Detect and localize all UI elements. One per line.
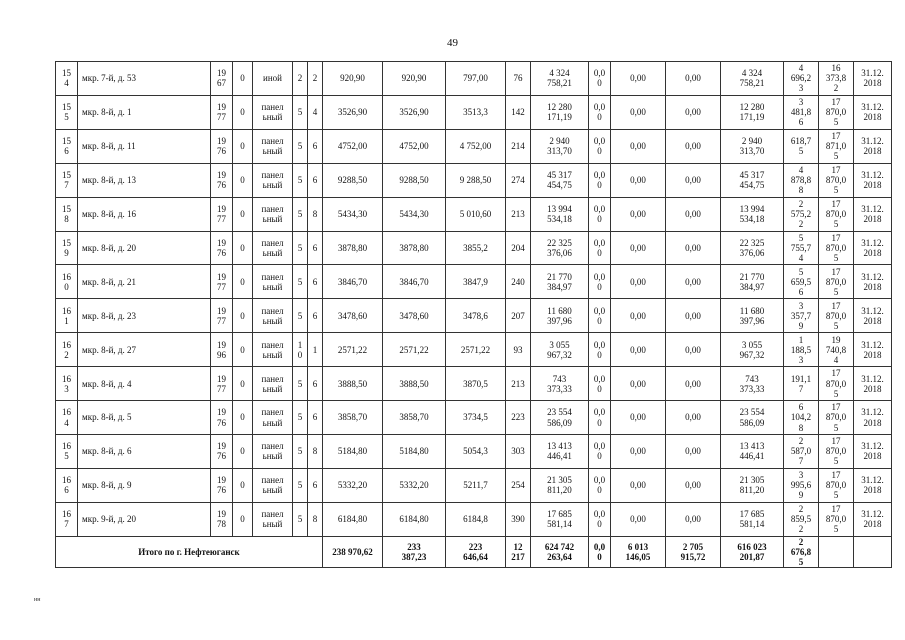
fund-owners-cell: 13 994 534,18	[721, 197, 784, 231]
commission-year-cell: 0	[233, 197, 253, 231]
residents-cell: 213	[506, 367, 531, 401]
commission-year-cell: 0	[233, 163, 253, 197]
fund-budget-cell: 0,00	[611, 367, 666, 401]
fund-budget-cell: 0,00	[611, 62, 666, 96]
repair-cost-cell: 12 280 171,19	[531, 95, 589, 129]
floors-cell: 5	[293, 468, 308, 502]
max-unit-cost-cell: 17 870,0 5	[819, 265, 854, 299]
deadline-cell: 31.12. 2018	[854, 129, 892, 163]
fund-municipal-cell: 0,00	[666, 333, 721, 367]
max-unit-cost-cell: 17 870,0 5	[819, 401, 854, 435]
fund-budget-cell: 0,00	[611, 129, 666, 163]
unit-cost-cell: 3 481,8 6	[784, 95, 819, 129]
floors-cell: 2	[293, 62, 308, 96]
build-year-cell: 19 67	[211, 62, 233, 96]
row-number-cell: 15 9	[56, 231, 78, 265]
max-unit-cost-cell: 17 870,0 5	[819, 468, 854, 502]
repair-cost-cell: 21 770 384,97	[531, 265, 589, 299]
floors-cell: 5	[293, 197, 308, 231]
fund-municipal-cell: 0,00	[666, 401, 721, 435]
repair-cost-cell: 23 554 586,09	[531, 401, 589, 435]
fund-fszh-cell: 0,0 0	[589, 62, 611, 96]
fund-owners-cell: 743 373,33	[721, 367, 784, 401]
floors-cell: 5	[293, 299, 308, 333]
premises-area-cell: 3526,90	[383, 95, 446, 129]
floors-cell: 5	[293, 163, 308, 197]
max-unit-cost-cell: 19 740,8 4	[819, 333, 854, 367]
fund-fszh-cell: 0,0 0	[589, 434, 611, 468]
fund-municipal-cell: 0,00	[666, 468, 721, 502]
register-rows	[56, 62, 892, 537]
unit-cost-cell: 2 859,5 2	[784, 502, 819, 536]
floors-cell: 5	[293, 434, 308, 468]
build-year-cell: 19 76	[211, 231, 233, 265]
unit-cost-cell: 2 575,2 2	[784, 197, 819, 231]
fund-fszh-cell: 0,0 0	[589, 95, 611, 129]
entrances-cell: 8	[308, 434, 323, 468]
total-area-cell: 920,90	[323, 62, 383, 96]
residential-area-cell: 5211,7	[446, 468, 506, 502]
deadline-cell: 31.12. 2018	[854, 299, 892, 333]
premises-area-cell: 6184,80	[383, 502, 446, 536]
register-table	[55, 61, 892, 568]
premises-area-cell: 2571,22	[383, 333, 446, 367]
total-area-cell: 5434,30	[323, 197, 383, 231]
repair-cost-cell: 13 994 534,18	[531, 197, 589, 231]
total-deadline	[854, 536, 892, 567]
fund-municipal-cell: 0,00	[666, 265, 721, 299]
residents-cell: 223	[506, 401, 531, 435]
commission-year-cell: 0	[233, 401, 253, 435]
premises-area-cell: 5434,30	[383, 197, 446, 231]
entrances-cell: 8	[308, 197, 323, 231]
total-area-cell: 3858,70	[323, 401, 383, 435]
max-unit-cost-cell: 17 870,0 5	[819, 231, 854, 265]
deadline-cell: 31.12. 2018	[854, 265, 892, 299]
floors-cell: 1 0	[293, 333, 308, 367]
fund-budget-cell: 0,00	[611, 95, 666, 129]
fund-fszh-cell: 0,0 0	[589, 367, 611, 401]
address-cell: мкр. 8-й, д. 13	[78, 163, 211, 197]
entrances-cell: 1	[308, 333, 323, 367]
table-row	[56, 62, 892, 96]
residential-area-cell: 3847,9	[446, 265, 506, 299]
fund-owners-cell: 45 317 454,75	[721, 163, 784, 197]
total-cost: 624 742 263,64	[531, 536, 589, 567]
total-area-cell: 2571,22	[323, 333, 383, 367]
residents-cell: 254	[506, 468, 531, 502]
table-row	[56, 468, 892, 502]
residents-cell: 274	[506, 163, 531, 197]
unit-cost-cell: 5 755,7 4	[784, 231, 819, 265]
commission-year-cell: 0	[233, 129, 253, 163]
entrances-cell: 6	[308, 163, 323, 197]
fund-fszh-cell: 0,0 0	[589, 265, 611, 299]
total-area-cell: 3526,90	[323, 95, 383, 129]
wall-material-cell: панел ьный	[253, 197, 293, 231]
residential-area-cell: 2571,22	[446, 333, 506, 367]
total-fund-budget: 6 013 146,05	[611, 536, 666, 567]
repair-cost-cell: 4 324 758,21	[531, 62, 589, 96]
fund-budget-cell: 0,00	[611, 502, 666, 536]
row-number-cell: 15 5	[56, 95, 78, 129]
fund-fszh-cell: 0,0 0	[589, 197, 611, 231]
residents-cell: 303	[506, 434, 531, 468]
table-row	[56, 95, 892, 129]
entrances-cell: 6	[308, 401, 323, 435]
fund-owners-cell: 21 770 384,97	[721, 265, 784, 299]
total-fund-municipal: 2 705 915,72	[666, 536, 721, 567]
commission-year-cell: 0	[233, 333, 253, 367]
fund-municipal-cell: 0,00	[666, 163, 721, 197]
fund-fszh-cell: 0,0 0	[589, 468, 611, 502]
fund-owners-cell: 4 324 758,21	[721, 62, 784, 96]
fund-budget-cell: 0,00	[611, 197, 666, 231]
table-row	[56, 299, 892, 333]
fund-owners-cell: 11 680 397,96	[721, 299, 784, 333]
fund-owners-cell: 23 554 586,09	[721, 401, 784, 435]
table-row	[56, 129, 892, 163]
commission-year-cell: 0	[233, 299, 253, 333]
page-number: 49	[447, 37, 458, 49]
total-residential-area: 223 646,64	[446, 536, 506, 567]
wall-material-cell: панел ьный	[253, 434, 293, 468]
fund-municipal-cell: 0,00	[666, 95, 721, 129]
build-year-cell: 19 96	[211, 333, 233, 367]
wall-material-cell: панел ьный	[253, 129, 293, 163]
table-row	[56, 163, 892, 197]
row-number-cell: 16 6	[56, 468, 78, 502]
residential-area-cell: 4 752,00	[446, 129, 506, 163]
address-cell: мкр. 9-й, д. 20	[78, 502, 211, 536]
premises-area-cell: 5332,20	[383, 468, 446, 502]
premises-area-cell: 3878,80	[383, 231, 446, 265]
total-area-cell: 5184,80	[323, 434, 383, 468]
repair-cost-cell: 743 373,33	[531, 367, 589, 401]
row-number-cell: 16 7	[56, 502, 78, 536]
commission-year-cell: 0	[233, 367, 253, 401]
row-number-cell: 15 4	[56, 62, 78, 96]
address-cell: мкр. 8-й, д. 23	[78, 299, 211, 333]
residential-area-cell: 6184,8	[446, 502, 506, 536]
total-area-cell: 4752,00	[323, 129, 383, 163]
deadline-cell: 31.12. 2018	[854, 502, 892, 536]
floors-cell: 5	[293, 129, 308, 163]
build-year-cell: 19 77	[211, 299, 233, 333]
repair-cost-cell: 45 317 454,75	[531, 163, 589, 197]
fund-owners-cell: 22 325 376,06	[721, 231, 784, 265]
table-row	[56, 502, 892, 536]
fund-fszh-cell: 0,0 0	[589, 129, 611, 163]
row-number-cell: 16 2	[56, 333, 78, 367]
repair-cost-cell: 13 413 446,41	[531, 434, 589, 468]
floors-cell: 5	[293, 502, 308, 536]
row-number-cell: 15 7	[56, 163, 78, 197]
total-unit-cost: 2 676,8 5	[784, 536, 819, 567]
row-number-cell: 16 3	[56, 367, 78, 401]
total-max-cost	[819, 536, 854, 567]
table-row	[56, 265, 892, 299]
fund-owners-cell: 21 305 811,20	[721, 468, 784, 502]
deadline-cell: 31.12. 2018	[854, 95, 892, 129]
residents-cell: 214	[506, 129, 531, 163]
fund-budget-cell: 0,00	[611, 299, 666, 333]
entrances-cell: 6	[308, 299, 323, 333]
total-premises-area: 233 387,23	[383, 536, 446, 567]
fund-budget-cell: 0,00	[611, 163, 666, 197]
entrances-cell: 6	[308, 265, 323, 299]
address-cell: мкр. 8-й, д. 16	[78, 197, 211, 231]
commission-year-cell: 0	[233, 434, 253, 468]
commission-year-cell: 0	[233, 95, 253, 129]
unit-cost-cell: 191,1 7	[784, 367, 819, 401]
max-unit-cost-cell: 17 871,0 5	[819, 129, 854, 163]
address-cell: мкр. 8-й, д. 9	[78, 468, 211, 502]
entrances-cell: 6	[308, 129, 323, 163]
address-cell: мкр. 8-й, д. 21	[78, 265, 211, 299]
premises-area-cell: 3478,60	[383, 299, 446, 333]
unit-cost-cell: 3 357,7 9	[784, 299, 819, 333]
repair-cost-cell: 11 680 397,96	[531, 299, 589, 333]
total-area-cell: 3846,70	[323, 265, 383, 299]
max-unit-cost-cell: 16 373,8 2	[819, 62, 854, 96]
wall-material-cell: панел ьный	[253, 502, 293, 536]
build-year-cell: 19 78	[211, 502, 233, 536]
fund-fszh-cell: 0,0 0	[589, 299, 611, 333]
unit-cost-cell: 6 104,2 8	[784, 401, 819, 435]
entrances-cell: 4	[308, 95, 323, 129]
address-cell: мкр. 8-й, д. 11	[78, 129, 211, 163]
fund-municipal-cell: 0,00	[666, 231, 721, 265]
fund-fszh-cell: 0,0 0	[589, 163, 611, 197]
wall-material-cell: панел ьный	[253, 401, 293, 435]
address-cell: мкр. 8-й, д. 4	[78, 367, 211, 401]
residents-cell: 213	[506, 197, 531, 231]
total-area-cell: 9288,50	[323, 163, 383, 197]
total-residents: 12 217	[506, 536, 531, 567]
fund-fszh-cell: 0,0 0	[589, 502, 611, 536]
residential-area-cell: 3478,6	[446, 299, 506, 333]
footer-mark: нн	[34, 597, 41, 603]
deadline-cell: 31.12. 2018	[854, 231, 892, 265]
premises-area-cell: 3846,70	[383, 265, 446, 299]
premises-area-cell: 5184,80	[383, 434, 446, 468]
fund-municipal-cell: 0,00	[666, 502, 721, 536]
table-row	[56, 434, 892, 468]
table-row	[56, 231, 892, 265]
residents-cell: 76	[506, 62, 531, 96]
total-fund-owners: 616 023 201,87	[721, 536, 784, 567]
deadline-cell: 31.12. 2018	[854, 333, 892, 367]
wall-material-cell: панел ьный	[253, 333, 293, 367]
address-cell: мкр. 8-й, д. 1	[78, 95, 211, 129]
fund-budget-cell: 0,00	[611, 333, 666, 367]
address-cell: мкр. 8-й, д. 20	[78, 231, 211, 265]
row-number-cell: 15 6	[56, 129, 78, 163]
floors-cell: 5	[293, 401, 308, 435]
residents-cell: 204	[506, 231, 531, 265]
fund-budget-cell: 0,00	[611, 434, 666, 468]
total-label: Итого по г. Нефтеюганск	[56, 536, 323, 567]
commission-year-cell: 0	[233, 468, 253, 502]
wall-material-cell: панел ьный	[253, 367, 293, 401]
unit-cost-cell: 3 995,6 9	[784, 468, 819, 502]
entrances-cell: 6	[308, 367, 323, 401]
premises-area-cell: 920,90	[383, 62, 446, 96]
deadline-cell: 31.12. 2018	[854, 163, 892, 197]
fund-budget-cell: 0,00	[611, 265, 666, 299]
fund-budget-cell: 0,00	[611, 468, 666, 502]
repair-cost-cell: 3 055 967,32	[531, 333, 589, 367]
deadline-cell: 31.12. 2018	[854, 197, 892, 231]
max-unit-cost-cell: 17 870,0 5	[819, 163, 854, 197]
residential-area-cell: 3734,5	[446, 401, 506, 435]
wall-material-cell: иной	[253, 62, 293, 96]
unit-cost-cell: 5 659,5 6	[784, 265, 819, 299]
total-area-cell: 6184,80	[323, 502, 383, 536]
table-row	[56, 333, 892, 367]
max-unit-cost-cell: 17 870,0 5	[819, 434, 854, 468]
residents-cell: 390	[506, 502, 531, 536]
address-cell: мкр. 8-й, д. 6	[78, 434, 211, 468]
commission-year-cell: 0	[233, 502, 253, 536]
address-cell: мкр. 8-й, д. 5	[78, 401, 211, 435]
max-unit-cost-cell: 17 870,0 5	[819, 367, 854, 401]
build-year-cell: 19 77	[211, 197, 233, 231]
wall-material-cell: панел ьный	[253, 468, 293, 502]
build-year-cell: 19 76	[211, 401, 233, 435]
entrances-cell: 8	[308, 502, 323, 536]
wall-material-cell: панел ьный	[253, 265, 293, 299]
premises-area-cell: 3858,70	[383, 401, 446, 435]
unit-cost-cell: 618,7 5	[784, 129, 819, 163]
address-cell: мкр. 7-й, д. 53	[78, 62, 211, 96]
commission-year-cell: 0	[233, 231, 253, 265]
entrances-cell: 2	[308, 62, 323, 96]
row-number-cell: 16 1	[56, 299, 78, 333]
fund-municipal-cell: 0,00	[666, 62, 721, 96]
fund-fszh-cell: 0,0 0	[589, 401, 611, 435]
wall-material-cell: панел ьный	[253, 95, 293, 129]
residents-cell: 207	[506, 299, 531, 333]
total-area: 238 970,62	[323, 536, 383, 567]
residential-area-cell: 9 288,50	[446, 163, 506, 197]
unit-cost-cell: 4 878,8 8	[784, 163, 819, 197]
build-year-cell: 19 76	[211, 163, 233, 197]
row-number-cell: 16 5	[56, 434, 78, 468]
commission-year-cell: 0	[233, 265, 253, 299]
fund-owners-cell: 17 685 581,14	[721, 502, 784, 536]
total-row	[56, 536, 892, 567]
total-area-cell: 3478,60	[323, 299, 383, 333]
entrances-cell: 6	[308, 231, 323, 265]
total-area-cell: 3888,50	[323, 367, 383, 401]
deadline-cell: 31.12. 2018	[854, 401, 892, 435]
total-fund-fszh: 0,0 0	[589, 536, 611, 567]
residents-cell: 142	[506, 95, 531, 129]
wall-material-cell: панел ьный	[253, 231, 293, 265]
table-row	[56, 401, 892, 435]
fund-municipal-cell: 0,00	[666, 129, 721, 163]
floors-cell: 5	[293, 367, 308, 401]
residential-area-cell: 5054,3	[446, 434, 506, 468]
fund-owners-cell: 3 055 967,32	[721, 333, 784, 367]
residential-area-cell: 3513,3	[446, 95, 506, 129]
fund-owners-cell: 12 280 171,19	[721, 95, 784, 129]
row-number-cell: 16 0	[56, 265, 78, 299]
commission-year-cell: 0	[233, 62, 253, 96]
fund-municipal-cell: 0,00	[666, 299, 721, 333]
deadline-cell: 31.12. 2018	[854, 434, 892, 468]
unit-cost-cell: 1 188,5 3	[784, 333, 819, 367]
fund-municipal-cell: 0,00	[666, 197, 721, 231]
row-number-cell: 16 4	[56, 401, 78, 435]
floors-cell: 5	[293, 231, 308, 265]
build-year-cell: 19 77	[211, 367, 233, 401]
max-unit-cost-cell: 17 870,0 5	[819, 502, 854, 536]
fund-fszh-cell: 0,0 0	[589, 333, 611, 367]
deadline-cell: 31.12. 2018	[854, 468, 892, 502]
residents-cell: 93	[506, 333, 531, 367]
repair-cost-cell: 21 305 811,20	[531, 468, 589, 502]
residential-area-cell: 797,00	[446, 62, 506, 96]
build-year-cell: 19 76	[211, 129, 233, 163]
max-unit-cost-cell: 17 870,0 5	[819, 95, 854, 129]
fund-fszh-cell: 0,0 0	[589, 231, 611, 265]
row-number-cell: 15 8	[56, 197, 78, 231]
residential-area-cell: 3855,2	[446, 231, 506, 265]
fund-budget-cell: 0,00	[611, 231, 666, 265]
premises-area-cell: 3888,50	[383, 367, 446, 401]
wall-material-cell: панел ьный	[253, 163, 293, 197]
repair-cost-cell: 17 685 581,14	[531, 502, 589, 536]
deadline-cell: 31.12. 2018	[854, 62, 892, 96]
fund-budget-cell: 0,00	[611, 401, 666, 435]
unit-cost-cell: 2 587,0 7	[784, 434, 819, 468]
repair-cost-cell: 2 940 313,70	[531, 129, 589, 163]
wall-material-cell: панел ьный	[253, 299, 293, 333]
residential-area-cell: 5 010,60	[446, 197, 506, 231]
fund-owners-cell: 2 940 313,70	[721, 129, 784, 163]
build-year-cell: 19 77	[211, 95, 233, 129]
total-area-cell: 5332,20	[323, 468, 383, 502]
build-year-cell: 19 76	[211, 468, 233, 502]
residential-area-cell: 3870,5	[446, 367, 506, 401]
deadline-cell: 31.12. 2018	[854, 367, 892, 401]
entrances-cell: 6	[308, 468, 323, 502]
table-row	[56, 367, 892, 401]
fund-municipal-cell: 0,00	[666, 434, 721, 468]
table-row	[56, 197, 892, 231]
repair-cost-cell: 22 325 376,06	[531, 231, 589, 265]
fund-owners-cell: 13 413 446,41	[721, 434, 784, 468]
build-year-cell: 19 76	[211, 434, 233, 468]
fund-municipal-cell: 0,00	[666, 367, 721, 401]
max-unit-cost-cell: 17 870,0 5	[819, 197, 854, 231]
build-year-cell: 19 77	[211, 265, 233, 299]
floors-cell: 5	[293, 265, 308, 299]
unit-cost-cell: 4 696,2 3	[784, 62, 819, 96]
total-area-cell: 3878,80	[323, 231, 383, 265]
address-cell: мкр. 8-й, д. 27	[78, 333, 211, 367]
floors-cell: 5	[293, 95, 308, 129]
premises-area-cell: 4752,00	[383, 129, 446, 163]
max-unit-cost-cell: 17 870,0 5	[819, 299, 854, 333]
residents-cell: 240	[506, 265, 531, 299]
premises-area-cell: 9288,50	[383, 163, 446, 197]
